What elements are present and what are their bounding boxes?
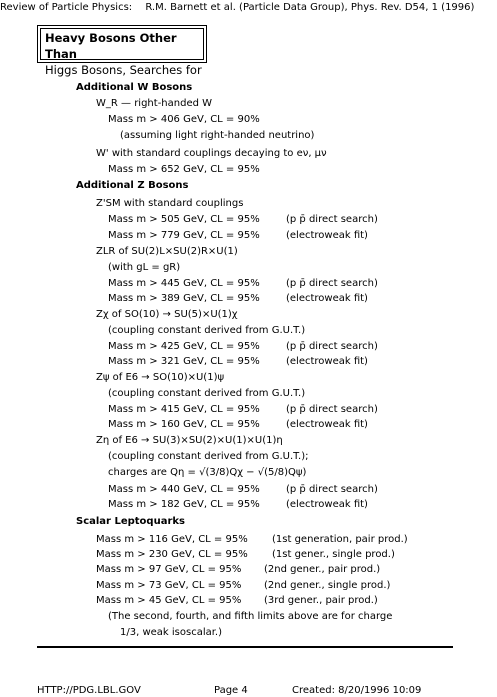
mass-limit: Mass m > 182 GeV, CL = 95% xyxy=(108,499,260,510)
entry-w-prime: W' with standard couplings decaying to eν, μν xyxy=(96,148,327,159)
search-type: (3rd gener., pair prod.) xyxy=(264,595,378,606)
mass-limit: Mass m > 445 GeV, CL = 95% xyxy=(108,278,260,289)
note: (coupling constant derived from G.U.T.) xyxy=(108,325,306,336)
mass-limit: Mass m > 779 GeV, CL = 95% xyxy=(108,230,260,241)
mass-limit: Mass m > 73 GeV, CL = 95% xyxy=(96,580,242,591)
mass-limit: Mass m > 389 GeV, CL = 95% xyxy=(108,293,260,304)
title-box xyxy=(37,25,207,77)
mass-limit: Mass m > 652 GeV, CL = 95% xyxy=(108,164,260,175)
entry-z-psi: Zψ of E6 → SO(10)×U(1)ψ xyxy=(96,372,225,383)
search-type: (electroweak fit) xyxy=(286,293,368,304)
mass-limit: Mass m > 321 GeV, CL = 95% xyxy=(108,356,260,367)
charges-formula: charges are Qη = √(3/8)Qχ − √(5/8)Qψ) xyxy=(108,467,307,478)
title-line-2: Higgs Bosons, Searches for xyxy=(45,63,202,77)
section-heading-leptoquarks: Scalar Leptoquarks xyxy=(76,516,185,527)
entry-z-eta: Zη of E6 → SU(3)×SU(2)×U(1)×U(1)η xyxy=(96,435,283,446)
search-type: (1st gener., single prod.) xyxy=(272,549,395,560)
title-line-1: Heavy Bosons Other Than xyxy=(45,31,177,61)
section-heading-w: Additional W Bosons xyxy=(76,82,193,93)
search-type: (electroweak fit) xyxy=(286,356,368,367)
footer-page: Page 4 xyxy=(214,685,248,696)
footnote: 1/3, weak isoscalar.) xyxy=(120,627,223,638)
section-heading-z: Additional Z Bosons xyxy=(76,180,189,191)
mass-limit: Mass m > 415 GeV, CL = 95% xyxy=(108,404,260,415)
search-type: (1st generation, pair prod.) xyxy=(272,534,408,545)
citation: R.M. Barnett et al. (Particle Data Group), Phys. Rev. D54, 1 (1996) xyxy=(145,2,475,13)
entry-z-sm: Z'SM with standard couplings xyxy=(96,198,244,209)
note: (assuming light right-handed neutrino) xyxy=(120,130,315,141)
search-type: (p p̄ direct search) xyxy=(286,214,378,225)
entry-z-chi: Zχ of SO(10) → SU(5)×U(1)χ xyxy=(96,309,238,320)
search-type: (electroweak fit) xyxy=(286,230,368,241)
mass-limit: Mass m > 45 GeV, CL = 95% xyxy=(96,595,242,606)
search-type: (electroweak fit) xyxy=(286,499,368,510)
mass-limit: Mass m > 425 GeV, CL = 95% xyxy=(108,341,260,352)
footer-created: Created: 8/20/1996 10:09 xyxy=(292,685,422,696)
entry-z-lr: ZLR of SU(2)L×SU(2)R×U(1) xyxy=(96,246,238,257)
search-type: (p p̄ direct search) xyxy=(286,404,378,415)
mass-limit: Mass m > 440 GeV, CL = 95% xyxy=(108,484,260,495)
mass-limit: Mass m > 230 GeV, CL = 95% xyxy=(96,549,248,560)
search-type: (p p̄ direct search) xyxy=(286,278,378,289)
mass-limit: Mass m > 116 GeV, CL = 95% xyxy=(96,534,248,545)
note: (coupling constant derived from G.U.T.); xyxy=(108,451,309,462)
search-type: (p p̄ direct search) xyxy=(286,484,378,495)
mass-limit: Mass m > 97 GeV, CL = 95% xyxy=(96,564,242,575)
mass-limit: Mass m > 160 GeV, CL = 95% xyxy=(108,419,260,430)
entry-w-r: W_R — right-handed W xyxy=(96,98,213,109)
note: (with gL = gR) xyxy=(108,262,181,273)
running-header xyxy=(0,2,497,13)
search-type: (electroweak fit) xyxy=(286,419,368,430)
footer-url[interactable]: HTTP://PDG.LBL.GOV xyxy=(37,685,141,696)
bottom-rule xyxy=(37,646,453,648)
mass-limit: Mass m > 505 GeV, CL = 95% xyxy=(108,214,260,225)
search-type: (2nd gener., single prod.) xyxy=(264,580,391,591)
search-type: (p p̄ direct search) xyxy=(286,341,378,352)
journal-name: Review of Particle Physics: xyxy=(0,2,133,13)
mass-limit: Mass m > 406 GeV, CL = 90% xyxy=(108,114,260,125)
note: (coupling constant derived from G.U.T.) xyxy=(108,388,306,399)
search-type: (2nd gener., pair prod.) xyxy=(264,564,381,575)
footnote: (The second, fourth, and fifth limits above are for charge xyxy=(108,611,393,622)
